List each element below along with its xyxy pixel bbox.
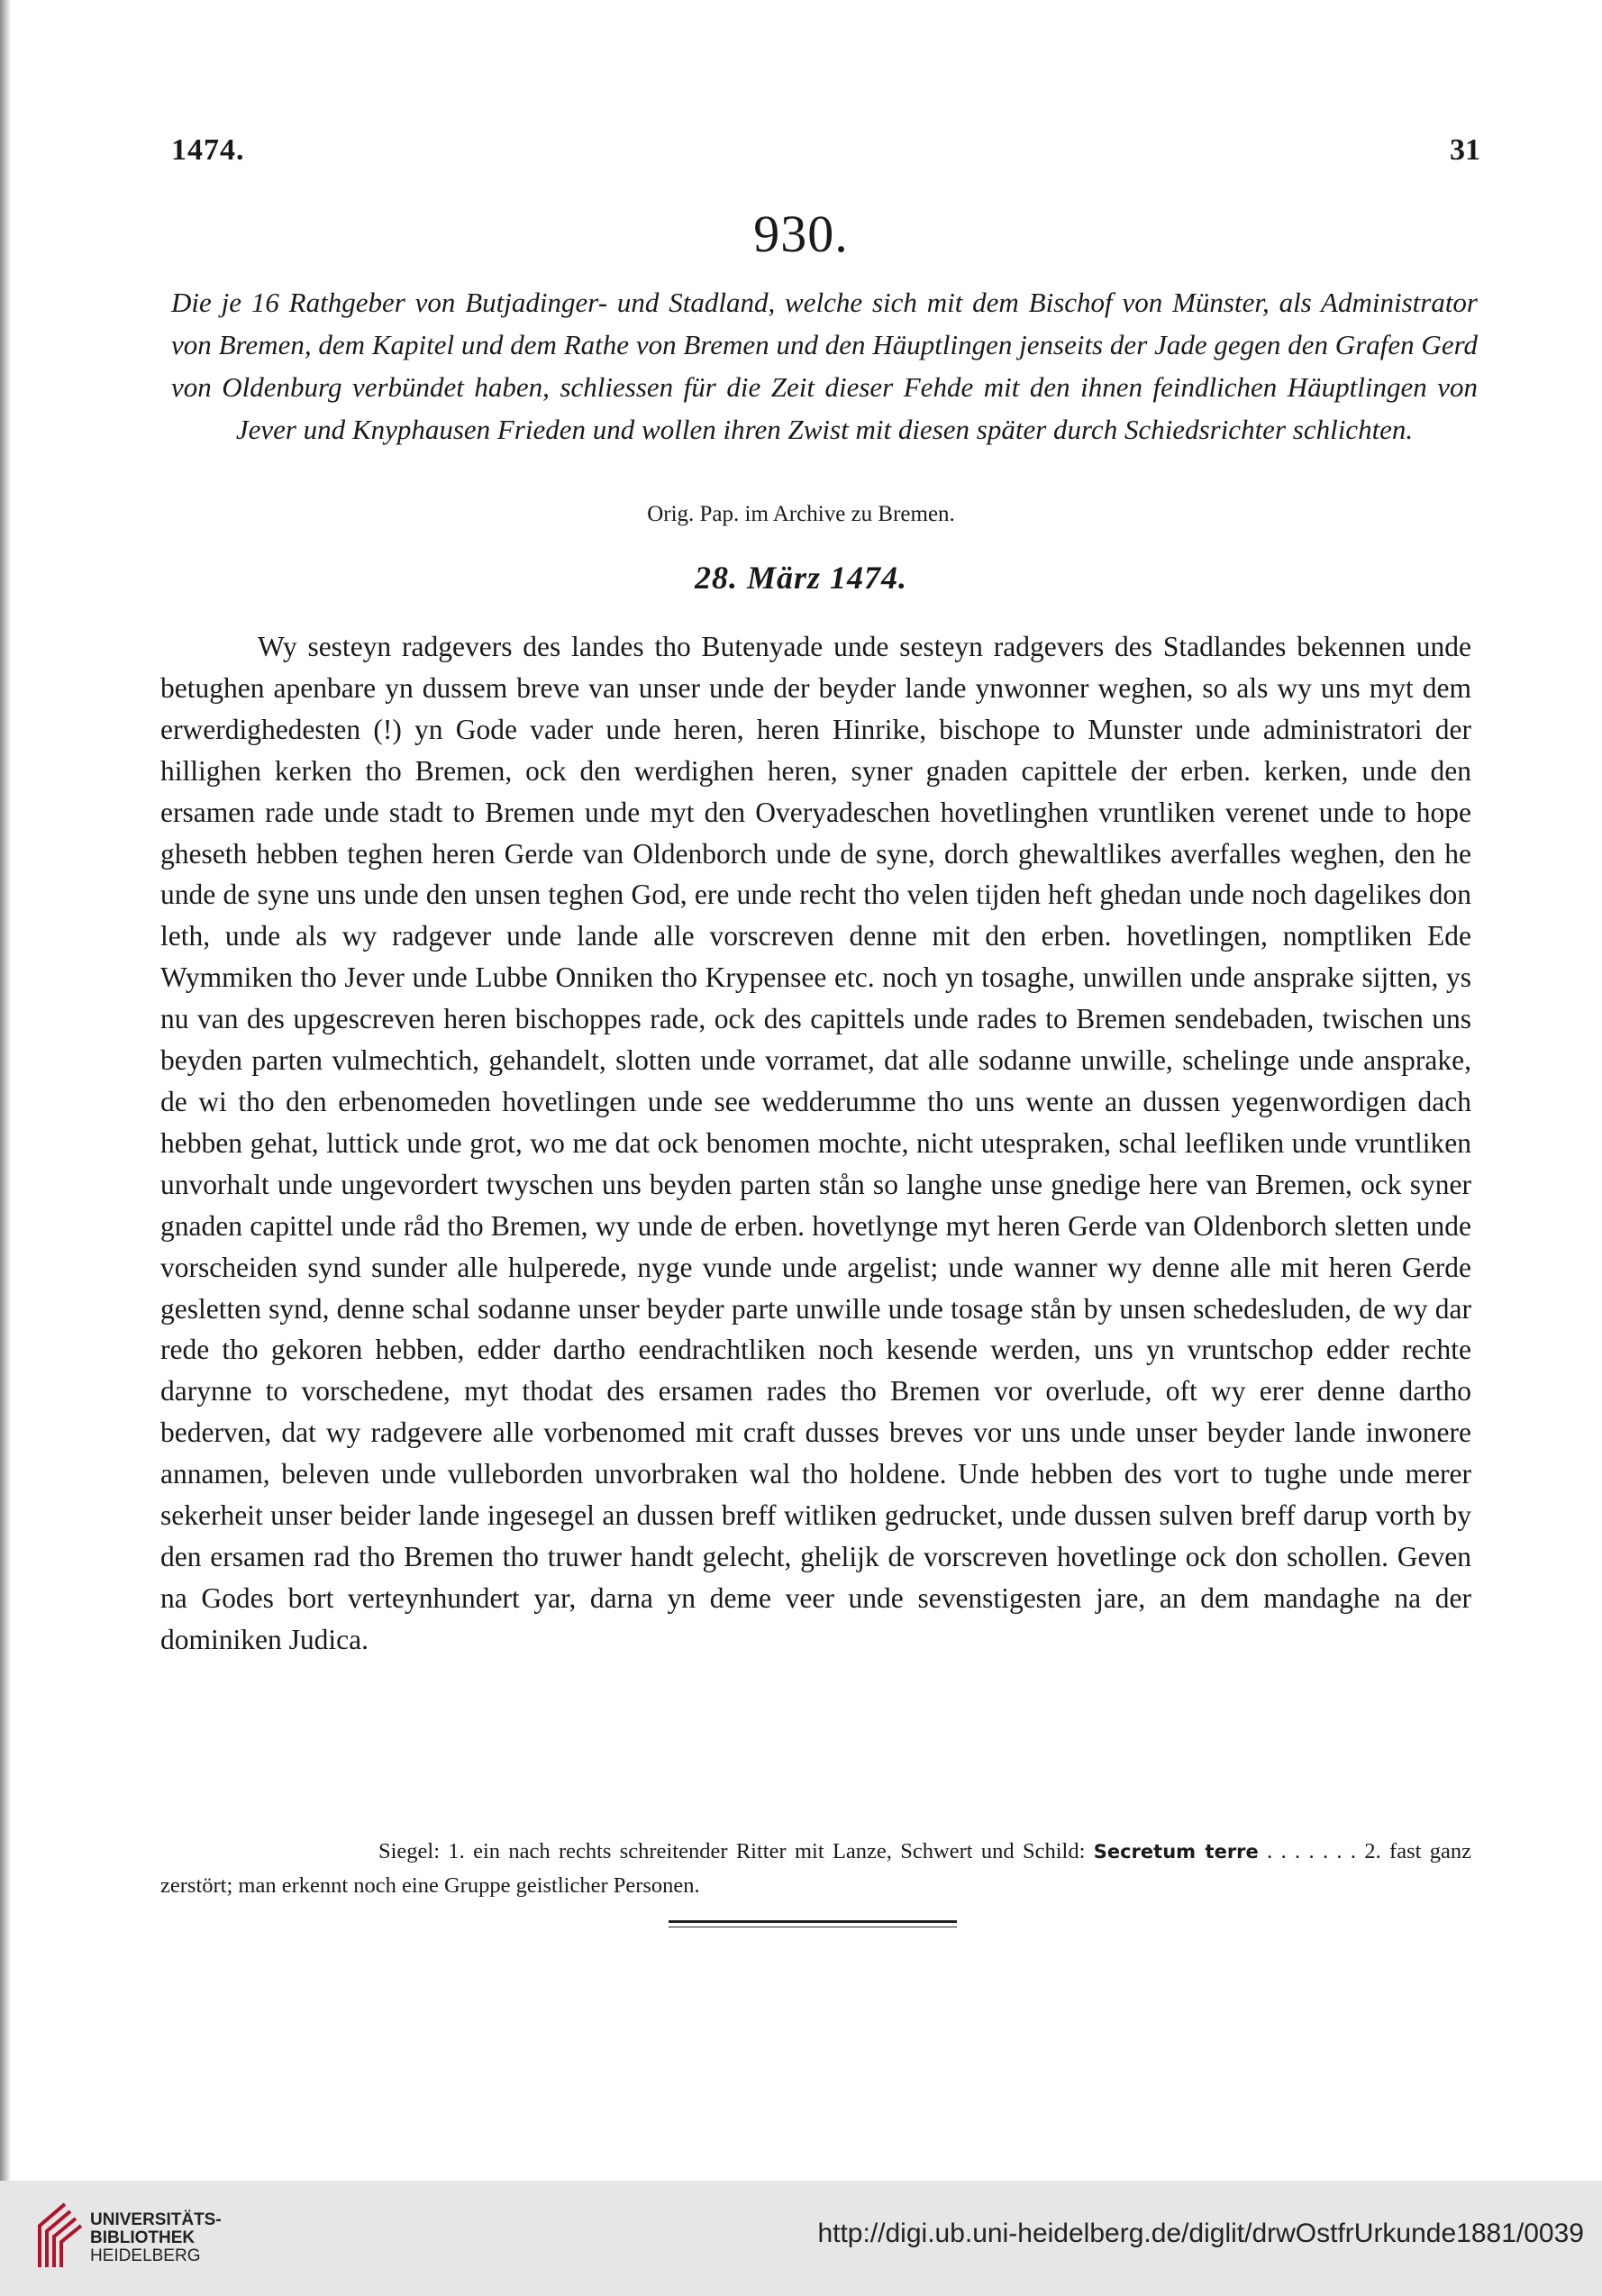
running-header-year: 1474. bbox=[171, 133, 245, 167]
permalink-url[interactable]: http://digi.ub.uni-heidelberg.de/diglit/drwOstfrUrkunde1881/0039 bbox=[817, 2219, 1584, 2248]
library-footer-bar bbox=[0, 2181, 1602, 2296]
library-name-line-2: BIBLIOTHEK bbox=[90, 2228, 196, 2247]
document-body-text: Wy sesteyn radgevers des landes tho Butenyade unde sesteyn radgevers des Stadlandes bekennen unde betughen apenbare yn dussem breve van unser unde der beyder lande ynwonner weghen, so als wy uns myt dem erwerdighedesten (!) yn Gode vader unde heren, heren Hinrike, bischope to Munster unde administratori der hillighen kerken tho Bremen, ock den werdighen heren, syner gnaden capittele der erben. kerken, unde den ersamen rade unde stadt to Bremen unde myt den Overyadeschen hovetlinghen vruntliken verenet unde to hope gheseth hebben teghen heren Gerde van Oldenborch unde de syne, dorch ghewaltlikes averfalles weghen, den he unde de syne uns unde den unsen teghen God, ere unde recht tho velen tijden heft ghedan unde noch dagelikes don leth, unde als wy radgever unde lande alle vorscreven denne mit den erben. hovetlingen, nomptliken Ede Wymmiken tho Jever unde Lubbe Onniken tho Krypensee etc. noch yn tosaghe, unwillen unde ansprake sijtten, ys nu van des upgescreven heren bischoppes rade, ock des capittels unde rades to Bremen sendebaden, twischen uns beyden parten vulmechtich, gehandelt, slotten unde vorramet, dat alle sodanne unwille, schelinge unde ansprake, de wi tho den erbenomeden hovetlingen unde see wedderumme tho uns wente an dussen yegenwordigen dach hebben gehat, luttick unde grot, wo me dat ock benomen mochte, nicht utespraken, schal leefliken unde vruntliken unvorhalt unde ungevordert twyschen uns beyden parten stån so langhe unse gnedige here van Bremen, ock syner gnaden capittel unde råd tho Bremen, wy unde de erben. hovetlynge myt heren Gerde van Oldenborch sletten unde vorscheiden synd sunder alle hulperede, nyge vunde unde argelist; unde wanner wy denne alle mit heren Gerde gesletten synd, denne schal sodanne unser beyder parte unwille unde tosage stån by unsen schedesluden, de wy dar rede tho gekoren hebben, edder dartho eendrachtliken noch kesende werden, uns yn vruntschop edder rechte darynne to vorschedene, myt thodat des ersamen rades tho Bremen vor overlude, oft wy erer denne dartho bederven, dat wy radgevere alle vorbenomed mit craft dusses breves vor uns unde unser beyder lande inwonere annamen, beleven unde vulleborden unvorbraken wal tho holdene. Unde hebben des vort to tughe unde merer sekerheit unser beider lande ingesegel an dussen breff witliken gedrucket, unde dussen sulven breff darup vorth by den ersamen rad tho Bremen tho truwer handt gelecht, ghelijk de vorscreven hovetlinge ock don schollen. Geven na Godes bort verteynhundert yar, darna yn deme veer unde sevenstigesten jare, an dem mandaghe na der dominiken Judica. bbox=[160, 631, 1471, 1655]
page-number: 31 bbox=[1450, 133, 1480, 167]
end-rule-divider bbox=[669, 1920, 957, 1927]
seal-description-prefix: Siegel: 1. ein nach rechts schreitender Ritter mit Lanze, Schwert und Schild: bbox=[378, 1839, 1086, 1863]
seal-description bbox=[160, 1835, 1471, 1903]
library-name-line-1: UNIVERSITÄTS- bbox=[90, 2210, 222, 2229]
seal-legend: Secretum terre bbox=[1093, 1841, 1259, 1863]
seal-description-suffix: . . . . . . . 2. fast ganz zerstört; man erkennt noch eine Gruppe geistlicher Personen. bbox=[160, 1839, 1472, 1898]
source-note: Orig. Pap. im Archive zu Bremen. bbox=[647, 502, 955, 526]
scan-edge-shadow bbox=[0, 0, 11, 2181]
library-name bbox=[90, 2211, 222, 2265]
document-number: 930. bbox=[753, 205, 849, 263]
document-summary: Die je 16 Rathgeber von Butjadinger- und Stadland, welche sich mit dem Bischof von Münster, als Administrator von Bremen, dem Kapitel und dem Rathe von Bremen und den Häuptlingen jenseits der Jade gegen den Grafen Gerd von Oldenburg verbündet haben, schliessen für die Zeit dieser Fehde mit den ihnen feindlichen Häuptlingen von Jever und Knyphausen Frieden und wollen ihren Zwist mit diesen später durch Schiedsrichter schlichten. bbox=[171, 287, 1478, 445]
ub-heidelberg-logo-icon bbox=[34, 2199, 90, 2271]
document-date: 28. März 1474. bbox=[694, 560, 908, 596]
library-name-line-3: HEIDELBERG bbox=[90, 2246, 201, 2265]
